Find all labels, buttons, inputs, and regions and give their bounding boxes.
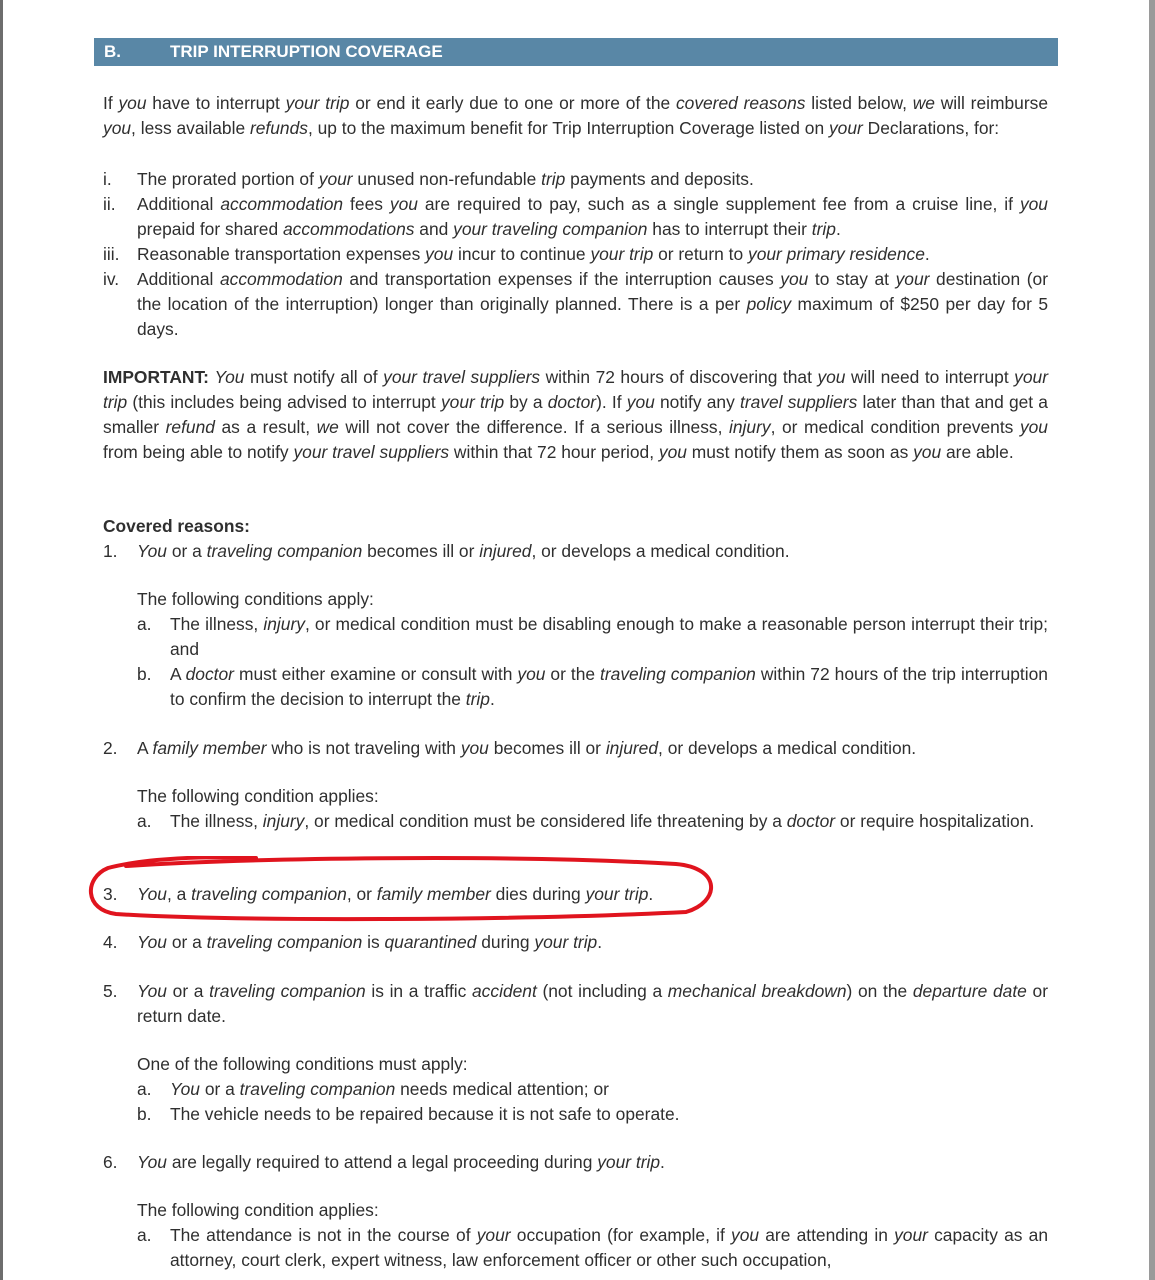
defined-term: your trip bbox=[585, 884, 649, 904]
text-run: has to interrupt their bbox=[647, 219, 812, 239]
defined-term: injury bbox=[262, 811, 305, 831]
defined-term: your trip bbox=[285, 93, 350, 113]
text-run: or end it early due to one or more of the bbox=[349, 93, 676, 113]
defined-term: injury bbox=[263, 614, 305, 634]
defined-term: you bbox=[731, 1225, 760, 1245]
text-run: , less available bbox=[131, 118, 250, 138]
text-run: , or develops a medical condition. bbox=[658, 738, 917, 758]
list-marker: 3. bbox=[103, 884, 118, 904]
defined-term: you bbox=[817, 367, 846, 387]
defined-term: we bbox=[316, 417, 339, 437]
text-run: are able. bbox=[941, 442, 1014, 462]
text-run: becomes ill or bbox=[362, 541, 480, 561]
list-item-text bbox=[137, 267, 1048, 342]
defined-term: your bbox=[476, 1225, 511, 1245]
list-marker: b. bbox=[137, 1104, 152, 1124]
page-edge-right bbox=[1149, 0, 1155, 1280]
defined-term: you bbox=[1019, 194, 1048, 214]
list-marker: 4. bbox=[103, 932, 118, 952]
list-item-text bbox=[137, 882, 1048, 907]
list-item bbox=[103, 167, 1048, 192]
text-run: notify any bbox=[654, 392, 740, 412]
defined-term: trip bbox=[541, 169, 566, 189]
emphasis-label: IMPORTANT: bbox=[103, 367, 209, 387]
section-letter: B. bbox=[104, 42, 121, 61]
defined-term: your travel suppliers bbox=[293, 442, 450, 462]
text-run: or a bbox=[166, 981, 210, 1001]
text-run: . bbox=[489, 689, 495, 709]
defined-term: you bbox=[118, 93, 147, 113]
text-run: and transportation expenses if the interruption causes bbox=[342, 269, 781, 289]
conditions-heading: The following condition applies: bbox=[137, 786, 379, 806]
text-run: incur to continue bbox=[453, 244, 591, 264]
list-marker: iii. bbox=[103, 244, 120, 264]
defined-term: you bbox=[1019, 417, 1048, 437]
text-run: (this includes being advised to interrupt bbox=[127, 392, 441, 412]
defined-term: refunds bbox=[249, 118, 308, 138]
list-marker: a. bbox=[137, 1079, 152, 1099]
text-run: have to interrupt bbox=[146, 93, 286, 113]
defined-term: your trip bbox=[590, 244, 654, 264]
list-item-text bbox=[137, 192, 1048, 242]
list-item bbox=[103, 242, 1048, 267]
text-run: must either examine or consult with bbox=[233, 664, 518, 684]
text-run: who is not traveling with bbox=[266, 738, 461, 758]
defined-term: your trip bbox=[440, 392, 505, 412]
defined-term: your travel suppliers bbox=[383, 367, 541, 387]
defined-term: trip bbox=[811, 219, 836, 239]
defined-term: quarantined bbox=[384, 932, 477, 952]
defined-term: you bbox=[658, 442, 687, 462]
defined-term: injured bbox=[605, 738, 659, 758]
defined-term: doctor bbox=[547, 392, 597, 412]
defined-term: you bbox=[626, 392, 655, 412]
list-item-text bbox=[137, 539, 1048, 564]
text-run: . bbox=[835, 219, 841, 239]
list-marker: ii. bbox=[103, 194, 116, 214]
text-run: , a bbox=[166, 884, 192, 904]
conditions-heading: One of the following conditions must apply: bbox=[137, 1054, 468, 1074]
text-run: The vehicle needs to be repaired because it is not safe to operate. bbox=[170, 1104, 680, 1124]
defined-term: covered reasons bbox=[675, 93, 806, 113]
text-run: needs medical attention; or bbox=[395, 1079, 609, 1099]
text-run: . bbox=[648, 884, 654, 904]
text-run: or return date. bbox=[137, 981, 1048, 1026]
list-marker: a. bbox=[137, 1225, 152, 1245]
text-run: are required to pay, such as a single supplement fee from a cruise line, if bbox=[417, 194, 1020, 214]
conditions-heading: The following conditions apply: bbox=[137, 589, 374, 609]
text-run: occupation (for example, if bbox=[510, 1225, 732, 1245]
defined-term: mechanical breakdown bbox=[667, 981, 847, 1001]
defined-term: you bbox=[103, 118, 132, 138]
defined-term: traveling companion bbox=[191, 884, 347, 904]
text-run: becomes ill or bbox=[488, 738, 606, 758]
text-run: Additional bbox=[137, 194, 221, 214]
covered-reasons-label: Covered reasons: bbox=[103, 516, 250, 536]
defined-term: doctor bbox=[786, 811, 836, 831]
text-run: to stay at bbox=[808, 269, 896, 289]
text-run: dies during bbox=[490, 884, 586, 904]
text-run: are legally required to attend a legal proceeding during bbox=[166, 1152, 598, 1172]
defined-term: you bbox=[517, 664, 546, 684]
text-run: Reasonable transportation expenses bbox=[137, 244, 426, 264]
list-marker: 2. bbox=[103, 738, 118, 758]
text-run: The illness, bbox=[170, 614, 264, 634]
important-paragraph bbox=[103, 365, 1048, 465]
list-item-text bbox=[170, 612, 1048, 662]
text-run: The illness, bbox=[170, 811, 263, 831]
list-item-text bbox=[137, 242, 1048, 267]
defined-term: You bbox=[137, 932, 167, 952]
list-item bbox=[103, 267, 1048, 342]
list-item-text bbox=[137, 736, 1048, 761]
reason-6-conditions bbox=[103, 1198, 1048, 1273]
defined-term: family member bbox=[376, 884, 491, 904]
defined-term: your traveling companion bbox=[453, 219, 648, 239]
text-run: (not including a bbox=[536, 981, 668, 1001]
reason-4 bbox=[103, 930, 1048, 955]
defined-term: your trip bbox=[597, 1152, 661, 1172]
text-run: or the bbox=[545, 664, 601, 684]
text-run: The prorated portion of bbox=[137, 169, 319, 189]
defined-term: traveling companion bbox=[209, 981, 366, 1001]
text-run: destination (or the location of the interruption) longer than originally planned. There is a per bbox=[137, 269, 1048, 314]
text-run: from being able to notify bbox=[103, 442, 294, 462]
list-item-text bbox=[137, 979, 1048, 1029]
text-run: A bbox=[170, 664, 186, 684]
text-run: Additional bbox=[137, 269, 220, 289]
text-run: , or develops a medical condition. bbox=[531, 541, 790, 561]
intro-paragraph bbox=[103, 91, 1048, 141]
text-run: prepaid for shared bbox=[137, 219, 283, 239]
text-run: ). If bbox=[596, 392, 627, 412]
defined-term: family member bbox=[152, 738, 267, 758]
section-header bbox=[94, 38, 1058, 66]
defined-term: accommodation bbox=[220, 194, 344, 214]
list-item-text bbox=[137, 1150, 1048, 1175]
text-run: must notify them as soon as bbox=[686, 442, 914, 462]
defined-term: your trip bbox=[103, 367, 1048, 412]
text-run: will not cover the difference. If a serious illness, bbox=[338, 417, 729, 437]
text-run: will need to interrupt bbox=[845, 367, 1015, 387]
text-run: as a result, bbox=[214, 417, 317, 437]
text-run: within 72 hours of discovering that bbox=[540, 367, 818, 387]
text-run: A bbox=[137, 738, 153, 758]
list-item-text bbox=[170, 809, 1048, 834]
defined-term: we bbox=[912, 93, 935, 113]
defined-term: you bbox=[425, 244, 454, 264]
defined-term: policy bbox=[746, 294, 792, 314]
text-run: during bbox=[476, 932, 535, 952]
list-item-text bbox=[137, 167, 1048, 192]
covered-reasons-heading bbox=[103, 514, 1048, 539]
text-run: later than that and get a smaller bbox=[103, 392, 1048, 437]
defined-term: traveling companion bbox=[206, 932, 363, 952]
defined-term: You bbox=[214, 367, 245, 387]
list-marker: 6. bbox=[103, 1152, 118, 1172]
defined-term: traveling companion bbox=[239, 1079, 396, 1099]
defined-term: accommodations bbox=[282, 219, 415, 239]
list-item-text bbox=[170, 1223, 1048, 1273]
text-run: are attending in bbox=[759, 1225, 895, 1245]
text-run: Declarations, for: bbox=[862, 118, 1000, 138]
list-item-text bbox=[170, 662, 1048, 712]
reason-5-conditions bbox=[103, 1052, 1048, 1127]
text-run: , or medical condition prevents bbox=[770, 417, 1020, 437]
text-run: must notify all of bbox=[244, 367, 384, 387]
text-run: ) on the bbox=[846, 981, 913, 1001]
defined-term: traveling companion bbox=[206, 541, 363, 561]
text-run: , up to the maximum benefit for Trip Interruption Coverage listed on bbox=[307, 118, 829, 138]
defined-term: You bbox=[137, 1152, 167, 1172]
text-run: or return to bbox=[653, 244, 748, 264]
defined-term: your bbox=[894, 1225, 928, 1245]
text-run: fees bbox=[343, 194, 390, 214]
defined-term: your primary residence bbox=[748, 244, 925, 264]
text-run: maximum of $250 per day for 5 days. bbox=[137, 294, 1048, 339]
text-run: , or medical condition must be considered life threatening by a bbox=[304, 811, 787, 831]
roman-list bbox=[103, 167, 1048, 342]
text-run: , or medical condition must be disabling enough to make a reasonable person interrupt their trip; and bbox=[170, 614, 1048, 659]
conditions-heading: The following condition applies: bbox=[137, 1200, 379, 1220]
defined-term: you bbox=[913, 442, 942, 462]
defined-term: accident bbox=[472, 981, 537, 1001]
reason-2 bbox=[103, 736, 1048, 761]
defined-term: travel suppliers bbox=[739, 392, 858, 412]
section-title: TRIP INTERRUPTION COVERAGE bbox=[170, 42, 443, 61]
text-run: listed below, bbox=[805, 93, 913, 113]
list-item-text bbox=[170, 1077, 1048, 1102]
text-run: or require hospitalization. bbox=[835, 811, 1035, 831]
defined-term: You bbox=[170, 1079, 200, 1099]
text-run: payments and deposits. bbox=[565, 169, 754, 189]
defined-term: trip bbox=[465, 689, 490, 709]
text-run: . bbox=[660, 1152, 665, 1172]
text-run: or a bbox=[199, 1079, 240, 1099]
defined-term: traveling companion bbox=[600, 664, 756, 684]
defined-term: your bbox=[318, 169, 353, 189]
reason-2-conditions bbox=[103, 784, 1048, 834]
defined-term: accommodation bbox=[219, 269, 343, 289]
text-run: will reimburse bbox=[934, 93, 1048, 113]
text-run: within 72 hours of the trip interruption to confirm the decision to interrupt the bbox=[170, 664, 1048, 709]
text-run: If bbox=[103, 93, 119, 113]
defined-term: doctor bbox=[185, 664, 234, 684]
defined-term: you bbox=[460, 738, 489, 758]
defined-term: injured bbox=[479, 541, 532, 561]
defined-term: you bbox=[389, 194, 418, 214]
defined-term: your bbox=[828, 118, 863, 138]
text-run: unused non-refundable bbox=[352, 169, 542, 189]
text-run: and bbox=[414, 219, 454, 239]
page-edge-left bbox=[0, 0, 3, 1280]
text-run: The attendance is not in the course of bbox=[170, 1225, 477, 1245]
text-run: capacity as an attorney, court clerk, expert witness, law enforcement officer or other such occupation, bbox=[170, 1225, 1049, 1270]
reason-1 bbox=[103, 539, 1048, 564]
defined-term: You bbox=[137, 541, 167, 561]
text-run: by a bbox=[504, 392, 548, 412]
list-item-text bbox=[170, 1102, 1048, 1127]
text-run: is in a traffic bbox=[365, 981, 473, 1001]
list-marker: 1. bbox=[103, 541, 118, 561]
text-run: within that 72 hour period, bbox=[449, 442, 659, 462]
text-run: . bbox=[597, 932, 603, 952]
list-marker: a. bbox=[137, 811, 152, 831]
text-run: or a bbox=[166, 932, 207, 952]
defined-term: your bbox=[895, 269, 930, 289]
defined-term: injury bbox=[729, 417, 771, 437]
defined-term: You bbox=[137, 981, 167, 1001]
defined-term: your trip bbox=[534, 932, 598, 952]
reason-5 bbox=[103, 979, 1048, 1029]
list-item bbox=[103, 192, 1048, 242]
reason-1-conditions bbox=[103, 587, 1048, 712]
text-run: . bbox=[924, 244, 930, 264]
text-run: is bbox=[362, 932, 385, 952]
list-marker: a. bbox=[137, 614, 152, 634]
defined-term: You bbox=[137, 884, 167, 904]
list-marker: i. bbox=[103, 169, 112, 189]
text-run: or a bbox=[166, 541, 207, 561]
reason-6 bbox=[103, 1150, 1048, 1175]
defined-term: refund bbox=[165, 417, 215, 437]
list-marker: b. bbox=[137, 664, 152, 684]
defined-term: departure date bbox=[912, 981, 1027, 1001]
list-marker: iv. bbox=[103, 269, 120, 289]
text-run: , or bbox=[346, 884, 377, 904]
list-marker: 5. bbox=[103, 981, 118, 1001]
defined-term: you bbox=[780, 269, 809, 289]
list-item-text bbox=[137, 930, 1048, 955]
reason-3 bbox=[103, 882, 1048, 907]
